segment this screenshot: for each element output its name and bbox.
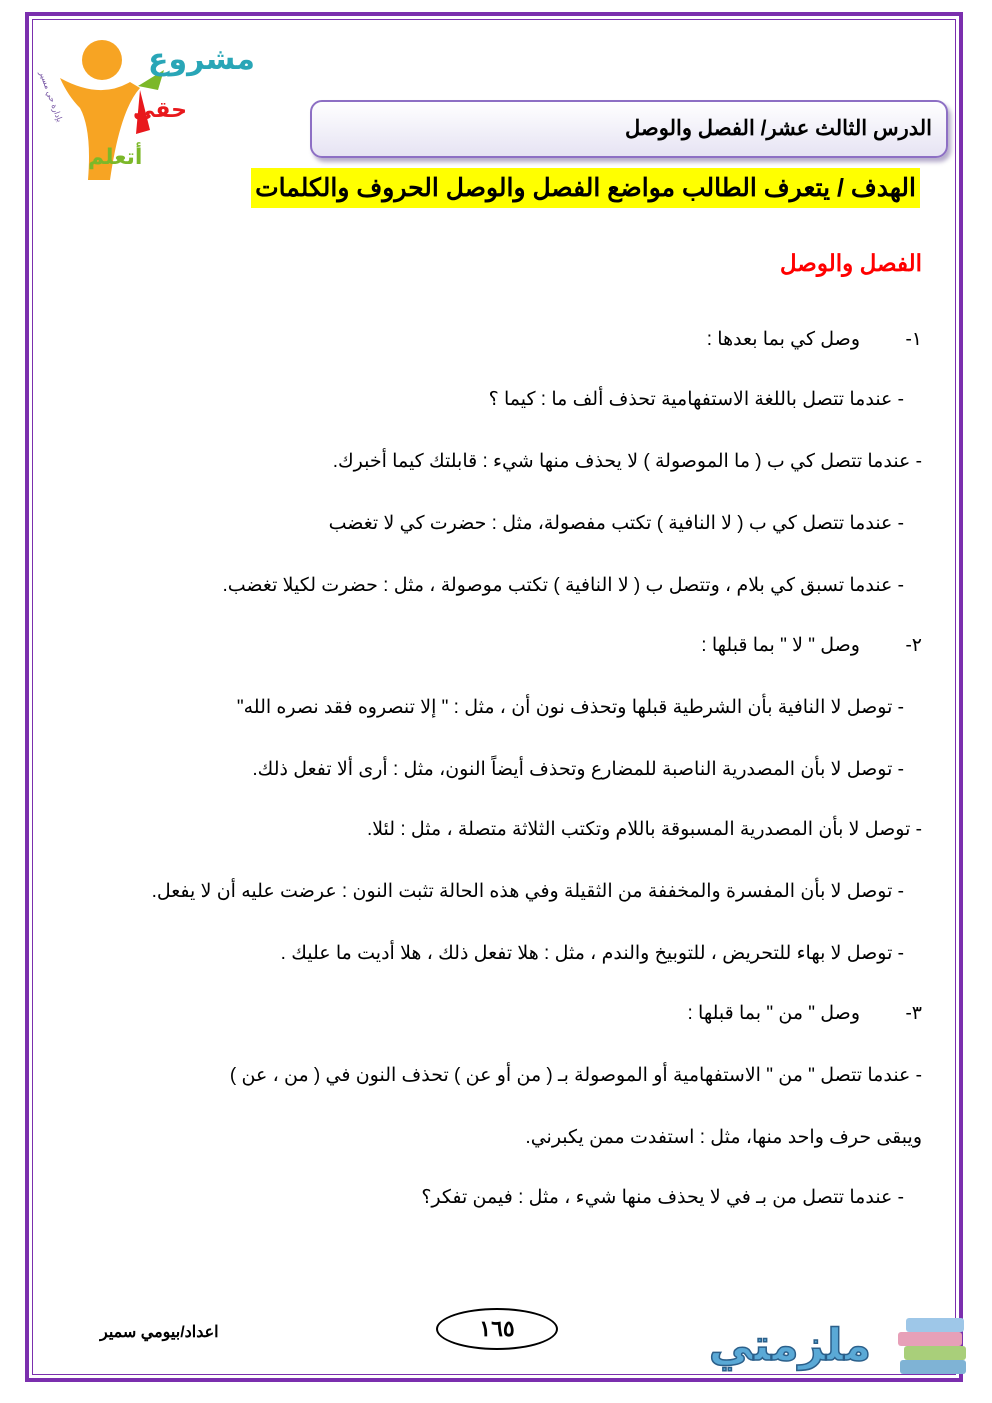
author-credit: اعداد/بيومي سمير: [100, 1324, 219, 1341]
item-3-heading: [688, 1002, 923, 1025]
item-2-line-1: - توصل لا النافية بأن الشرطية قبلها وتحذف نون أن ، مثل : " إلا تنصروه فقد نصره الله": [236, 697, 904, 718]
item-3-title: وصل " من " بما قبلها :: [687, 1003, 860, 1024]
books-logo-icon: [690, 1290, 980, 1395]
logo-word-top: مشروع: [148, 42, 255, 77]
section-heading: الفصل والوصل: [779, 250, 922, 276]
item-1-line-4: - عندما تسبق كي بلام ، وتتصل ب ( لا النافية ) تكتب موصولة ، مثل : حضرت لكيلا تغضب.: [222, 575, 904, 596]
item-2-title: وصل " لا " بما قبلها :: [701, 635, 860, 656]
item-2-line-3: - توصل لا بأن المصدرية المسبوقة باللام وتكتب الثلاثة متصلة ، مثل : لئلا.: [366, 819, 922, 840]
lesson-title-box: [310, 100, 948, 158]
item-1-line-3: - عندما تتصل كي ب ( لا النافية ) تكتب مفصولة، مثل : حضرت كي لا تغضب: [328, 513, 904, 534]
logo-word-bottom: أتعلم: [88, 145, 143, 170]
logo-slogan: بإدارة حي مسير: [37, 70, 65, 124]
lesson-goal: الهدف / يتعرف الطالب مواضع الفصل والوصل الحروف والكلمات: [251, 168, 920, 208]
item-2-line-4: - توصل لا بأن المفسرة والمخففة من الثقيلة وفي هذه الحالة تثبت النون : عرضت عليه أن لا يفعل.: [151, 881, 904, 902]
item-3-line-2: ويبقى حرف واحد منها، مثل : استفدت ممن يكبرني.: [525, 1127, 922, 1148]
item-1-line-1: - عندما تتصل باللغة الاستفهامية تحذف ألف ما : كيما ؟: [488, 389, 904, 410]
page-number: ١٦٥: [436, 1308, 558, 1350]
site-logo-text: ملزمتي: [708, 1320, 872, 1371]
item-2-line-2: - توصل لا بأن المصدرية الناصبة للمضارع وتحذف أيضاً النون، مثل : أرى ألا تفعل ذلك.: [252, 759, 904, 780]
item-1-number: ١-: [905, 329, 922, 350]
item-1-heading: [707, 328, 922, 351]
lesson-title: الدرس الثالث عشر/ الفصل والوصل: [625, 117, 932, 140]
item-2-line-5: - توصل لا بهاء للتحريض ، للتوبيخ والندم ، مثل : هلا تفعل ذلك ، هلا أديت ما عليك .: [280, 943, 904, 964]
item-3-line-1: - عندما تتصل " من " الاستفهامية أو الموصولة بـ ( من أو عن ) تحذف النون في ( من ، عن ): [229, 1065, 922, 1086]
item-1-line-2: - عندما تتصل كي ب ( ما الموصولة ) لا يحذف منها شيء : قابلتك كيما أخبرك.: [332, 451, 922, 472]
item-3-number: ٣-: [905, 1003, 922, 1024]
logo-word-mid: حقي: [133, 98, 187, 123]
item-2-heading: [701, 634, 922, 657]
item-1-title: وصل كي بما بعدها :: [706, 329, 860, 350]
item-2-number: ٢-: [905, 635, 922, 656]
item-3-line-3: - عندما تتصل من بـ في لا يحذف منها شيء ، مثل : فيمن تفكر؟: [421, 1187, 904, 1208]
